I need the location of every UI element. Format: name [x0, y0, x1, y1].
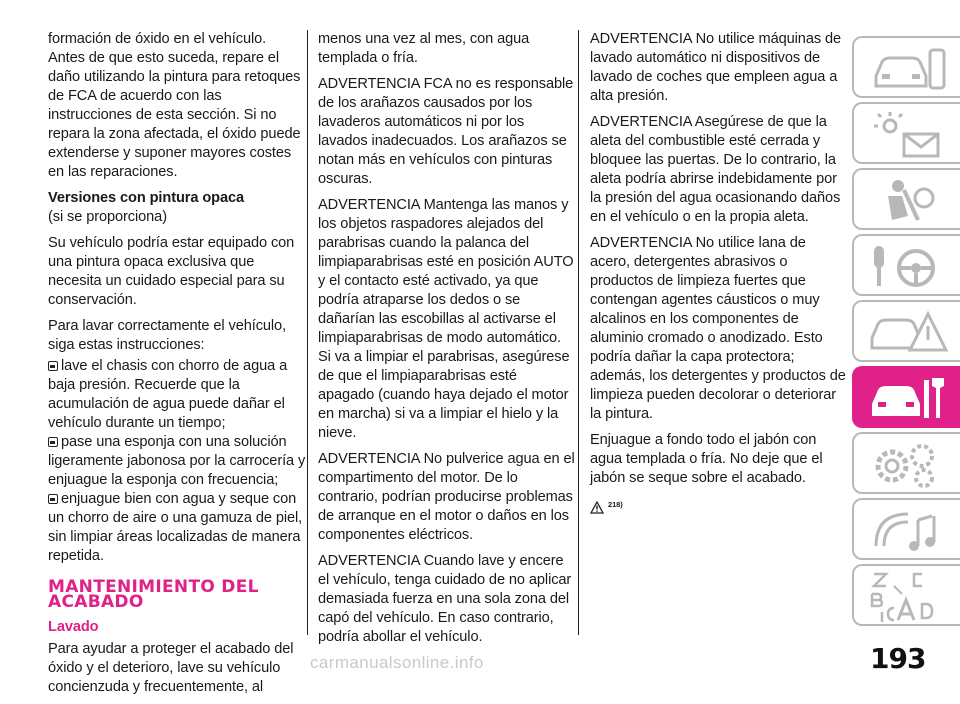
sub-heading-matte-paint: Versiones con pintura opaca [48, 190, 244, 206]
section-heading: MANTENIMIENTO DEL ACABADO [48, 577, 259, 612]
section-sub-heading: Lavado [48, 619, 99, 635]
paragraph: Enjuague a fondo todo el jabón con agua templada o fría. No deje que el jabón se seque sobre el acabado. [590, 432, 823, 486]
paragraph: formación de óxido en el vehículo. Antes de que esto suceda, repare el daño utilizando la pintura para retoques de FCA de acuerdo con las instrucciones de esta sección. Si no repara la zona afectada, el óxido puede extenderse y suponer mayores costes en las reparaciones. [48, 31, 301, 180]
seat-airbag-safety-icon [868, 176, 948, 226]
note-reference[interactable] [590, 495, 848, 514]
paragraph: Para ayudar a proteger el acabado del óxido y el deterioro, lave su vehículo concienzuda y frecuentemente, al [48, 641, 294, 695]
bullet-item: pase una esponja con una solución ligeramente jabonosa por la carrocería y enjuague la esponja con frecuencia; [48, 434, 306, 488]
paragraph: Para lavar correctamente el vehículo, siga estas instrucciones: [48, 318, 287, 353]
warning-triangle-icon [590, 501, 604, 514]
warning-paragraph: ADVERTENCIA No utilice lana de acero, detergentes abrasivos o productos de limpieza fuertes que contengan agentes cáusticos o muy alcalinos en los componentes de aluminio cromado o anodizado. Esto podría dañar la capa protectora; además, los detergentes y productos de limpieza pueden decolorar o deteriorar la pintura. [590, 235, 846, 422]
sidebar-tab-vehicle-info[interactable] [852, 36, 960, 98]
warning-paragraph: ADVERTENCIA Mantenga las manos y los objetos raspadores alejados del parabrisas cuando la palanca del limpiaparabrisas esté en posición AUTO y el contacto esté activado, ya que podría atraparse los dedos o se dañarían las escobillas al activarse el limpiaparabrisas de modo automático. Si va a limpiar el parabrisas, asegúrese de que el limpiaparabrisas esté apagado (cuando haya dejado el motor en marcha) si va a limpiar el hielo y la nieve. [318, 197, 574, 441]
warning-paragraph: ADVERTENCIA Asegúrese de que la aleta del combustible esté cerrada y bloquee las puertas. De lo contrario, la aleta podría abrirse indebidamente por la presión del agua ocasionando daños en el vehículo o en la propia aleta. [590, 114, 841, 225]
note-number: 218) [608, 500, 623, 509]
gears-specs-icon [868, 440, 948, 490]
column-divider [307, 30, 308, 635]
sidebar-tab-emergency[interactable] [852, 300, 960, 362]
paragraph: Su vehículo podría estar equipado con una pintura opaca exclusiva que necesita un cuidado especial para su conservación. [48, 235, 295, 308]
sidebar-tab-maintenance[interactable] [852, 366, 960, 428]
sidebar-tab-starting-driving[interactable] [852, 234, 960, 296]
text-column-1 [48, 30, 306, 704]
car-warning-triangle-icon [868, 308, 948, 358]
bullet-item: lave el chasis con chorro de agua a baja presión. Recuerde que la acumulación de agua puede dañar el vehículo durante un tiempo; [48, 358, 288, 431]
multimedia-music-icon [868, 506, 948, 556]
warning-paragraph: ADVERTENCIA FCA no es responsable de los arañazos causados por los lavaderos automáticos ni por los lavados inadecuados. Los arañazos se notan más en vehículos con pinturas oscuras. [318, 76, 574, 187]
warning-paragraph: ADVERTENCIA No utilice máquinas de lavado automático ni dispositivos de lavado de coches que empleen agua a alta presión. [590, 31, 842, 104]
bullet-marker-icon [48, 361, 58, 371]
sidebar-tab-multimedia[interactable] [852, 498, 960, 560]
bullet-item: enjuague bien con agua y seque con un chorro de aire o una gamuza de piel, sin limpiar áreas localizadas de manera repetida. [48, 491, 303, 564]
alphabetical-index-icon [868, 572, 948, 622]
warning-paragraph: ADVERTENCIA No pulverice agua en el compartimento del motor. De lo contrario, podrían producirse problemas de arranque en el motor o daños en los componentes eléctricos. [318, 451, 575, 543]
page-number: 193 [870, 642, 926, 675]
key-steering-wheel-icon [868, 242, 948, 292]
text-column-3 [590, 30, 848, 514]
paragraph: menos una vez al mes, con agua templada o fría. [318, 31, 530, 66]
text-column-2 [318, 30, 576, 654]
car-info-icon [868, 44, 948, 94]
watermark: carmanualsonline.info [310, 653, 484, 672]
sidebar-tab-index[interactable] [852, 564, 960, 626]
column-divider [578, 30, 579, 635]
warning-paragraph: ADVERTENCIA Cuando lave y encere el vehículo, tenga cuidado de no aplicar demasiada fuerza en una sola zona del capó del vehículo. En caso contrario, podría abollar el vehículo. [318, 553, 572, 645]
sidebar-tab-safety[interactable] [852, 168, 960, 230]
bullet-marker-icon [48, 494, 58, 504]
car-wrench-maintenance-icon [868, 374, 948, 424]
bullet-marker-icon [48, 437, 58, 447]
sidebar-tab-dashboard[interactable] [852, 102, 960, 164]
dashboard-lights-mail-icon [868, 110, 948, 160]
sidebar-tab-technical-data[interactable] [852, 432, 960, 494]
sub-heading-note: (si se proporciona) [48, 209, 167, 225]
